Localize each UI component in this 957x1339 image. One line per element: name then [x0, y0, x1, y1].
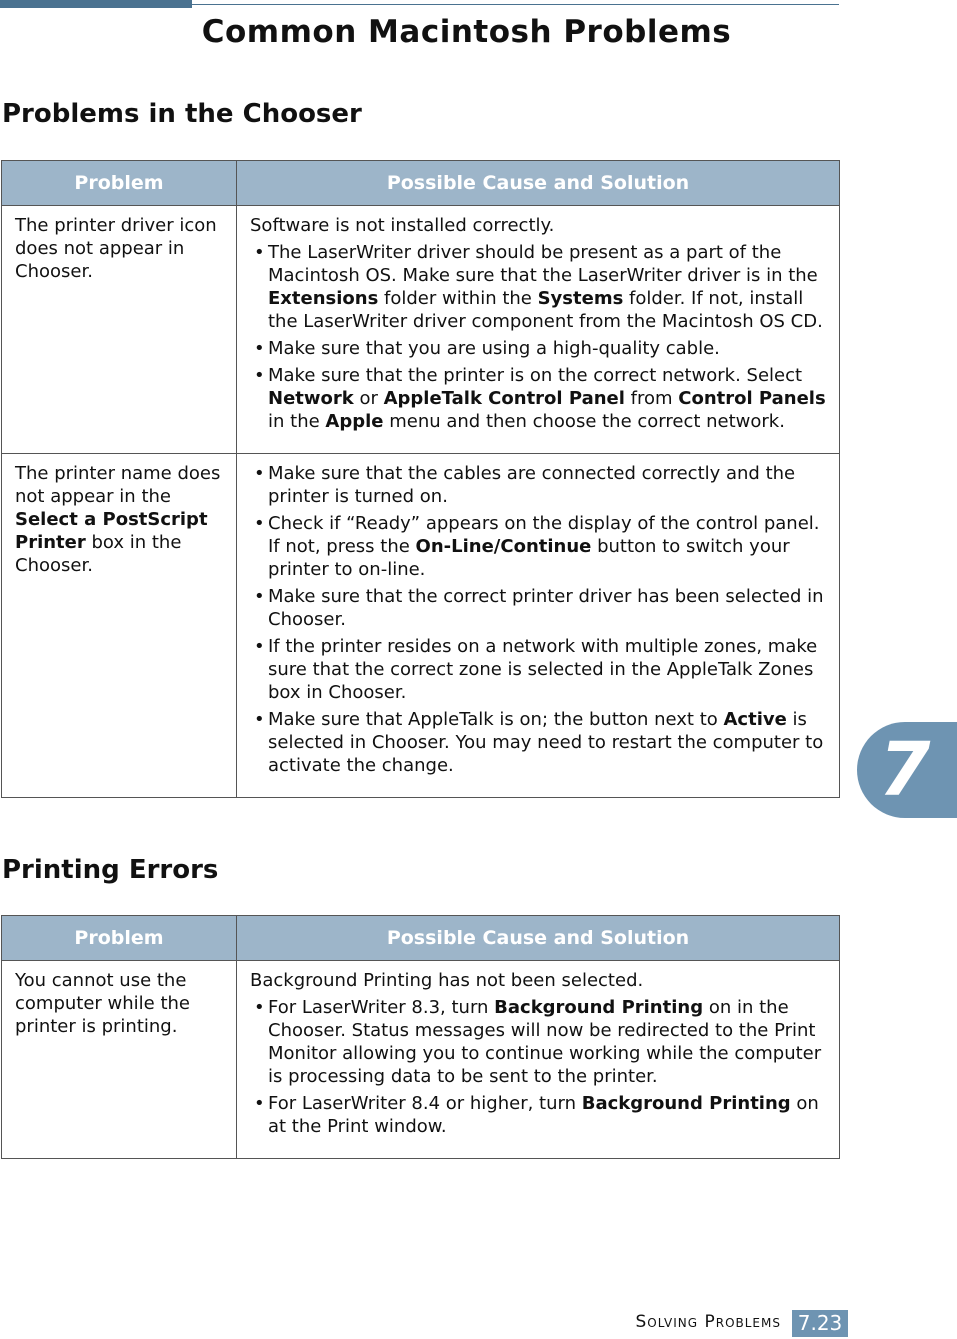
list-item: • Make sure that the correct printer driver has been selected in Chooser.	[250, 585, 826, 631]
table-row	[2, 961, 840, 1159]
problem-text: The printer driver icon does not appear in Chooser.	[15, 215, 217, 282]
solution-list	[250, 996, 826, 1138]
chapter-number: 7	[879, 727, 931, 813]
list-item: • Make sure that the cables are connected correctly and the printer is turned on.	[250, 462, 826, 508]
table-row	[2, 454, 840, 798]
page-number: 7.23	[792, 1310, 848, 1337]
table-header-row	[2, 916, 840, 961]
problem-cell: The printer name does not appear in the Select a PostScript Printer box in the Chooser.	[2, 454, 237, 798]
column-header-solution: Possible Cause and Solution	[237, 161, 840, 206]
problem-cell	[2, 961, 237, 1159]
column-header-problem: Problem	[2, 161, 237, 206]
solution-list	[250, 462, 826, 777]
chapter-tab	[857, 722, 957, 818]
page-title: Common Macintosh Problems	[201, 14, 732, 50]
chooser-problems-table	[1, 160, 840, 798]
footer-section-label: Solving Problems	[635, 1312, 781, 1332]
list-item: • Make sure that AppleTalk is on; the button next to Active is selected in Chooser. You may need to restart the computer to activate the change.	[250, 708, 826, 777]
problem-cell	[2, 206, 237, 454]
column-header-problem: Problem	[2, 916, 237, 961]
list-item: • For LaserWriter 8.3, turn Background Printing on in the Chooser. Status messages will now be redirected to the Print Monitor allowing you to continue working while the computer is processing data to be sent to the printer.	[250, 996, 826, 1088]
cause-text: Software is not installed correctly.	[250, 215, 555, 236]
list-item: • For LaserWriter 8.4 or higher, turn Background Printing on at the Print window.	[250, 1092, 826, 1138]
cause-text: Background Printing has not been selected.	[250, 970, 644, 991]
list-item: • Make sure that the printer is on the correct network. Select Network or AppleTalk Control Panel from Control Panels in the Apple menu and then choose the correct network.	[250, 364, 826, 433]
list-item: • Make sure that you are using a high-quality cable.	[250, 337, 826, 360]
problem-text: You cannot use the computer while the printer is printing.	[15, 970, 190, 1037]
printing-errors-table	[1, 915, 840, 1159]
list-item: • Check if “Ready” appears on the display of the control panel. If not, press the On-Line/Continue button to switch your printer to on-line.	[250, 512, 826, 581]
section-heading-printing-errors: Printing Errors	[2, 855, 219, 885]
table-row	[2, 206, 840, 454]
table-header-row	[2, 161, 840, 206]
solution-list	[250, 241, 826, 433]
list-item: • The LaserWriter driver should be present as a part of the Macintosh OS. Make sure that the LaserWriter driver is in the Extensions folder within the Systems folder. If not, install the LaserWriter driver component from the Macintosh OS CD.	[250, 241, 826, 333]
header-rule-thin	[192, 4, 839, 5]
solution-cell	[237, 454, 840, 798]
list-item: • If the printer resides on a network with multiple zones, make sure that the correct zone is selected in the AppleTalk Zones box in Chooser.	[250, 635, 826, 704]
section-heading-chooser: Problems in the Chooser	[2, 99, 362, 129]
header-rule-thick	[0, 0, 192, 8]
column-header-solution: Possible Cause and Solution	[237, 916, 840, 961]
solution-cell	[237, 961, 840, 1159]
solution-cell	[237, 206, 840, 454]
